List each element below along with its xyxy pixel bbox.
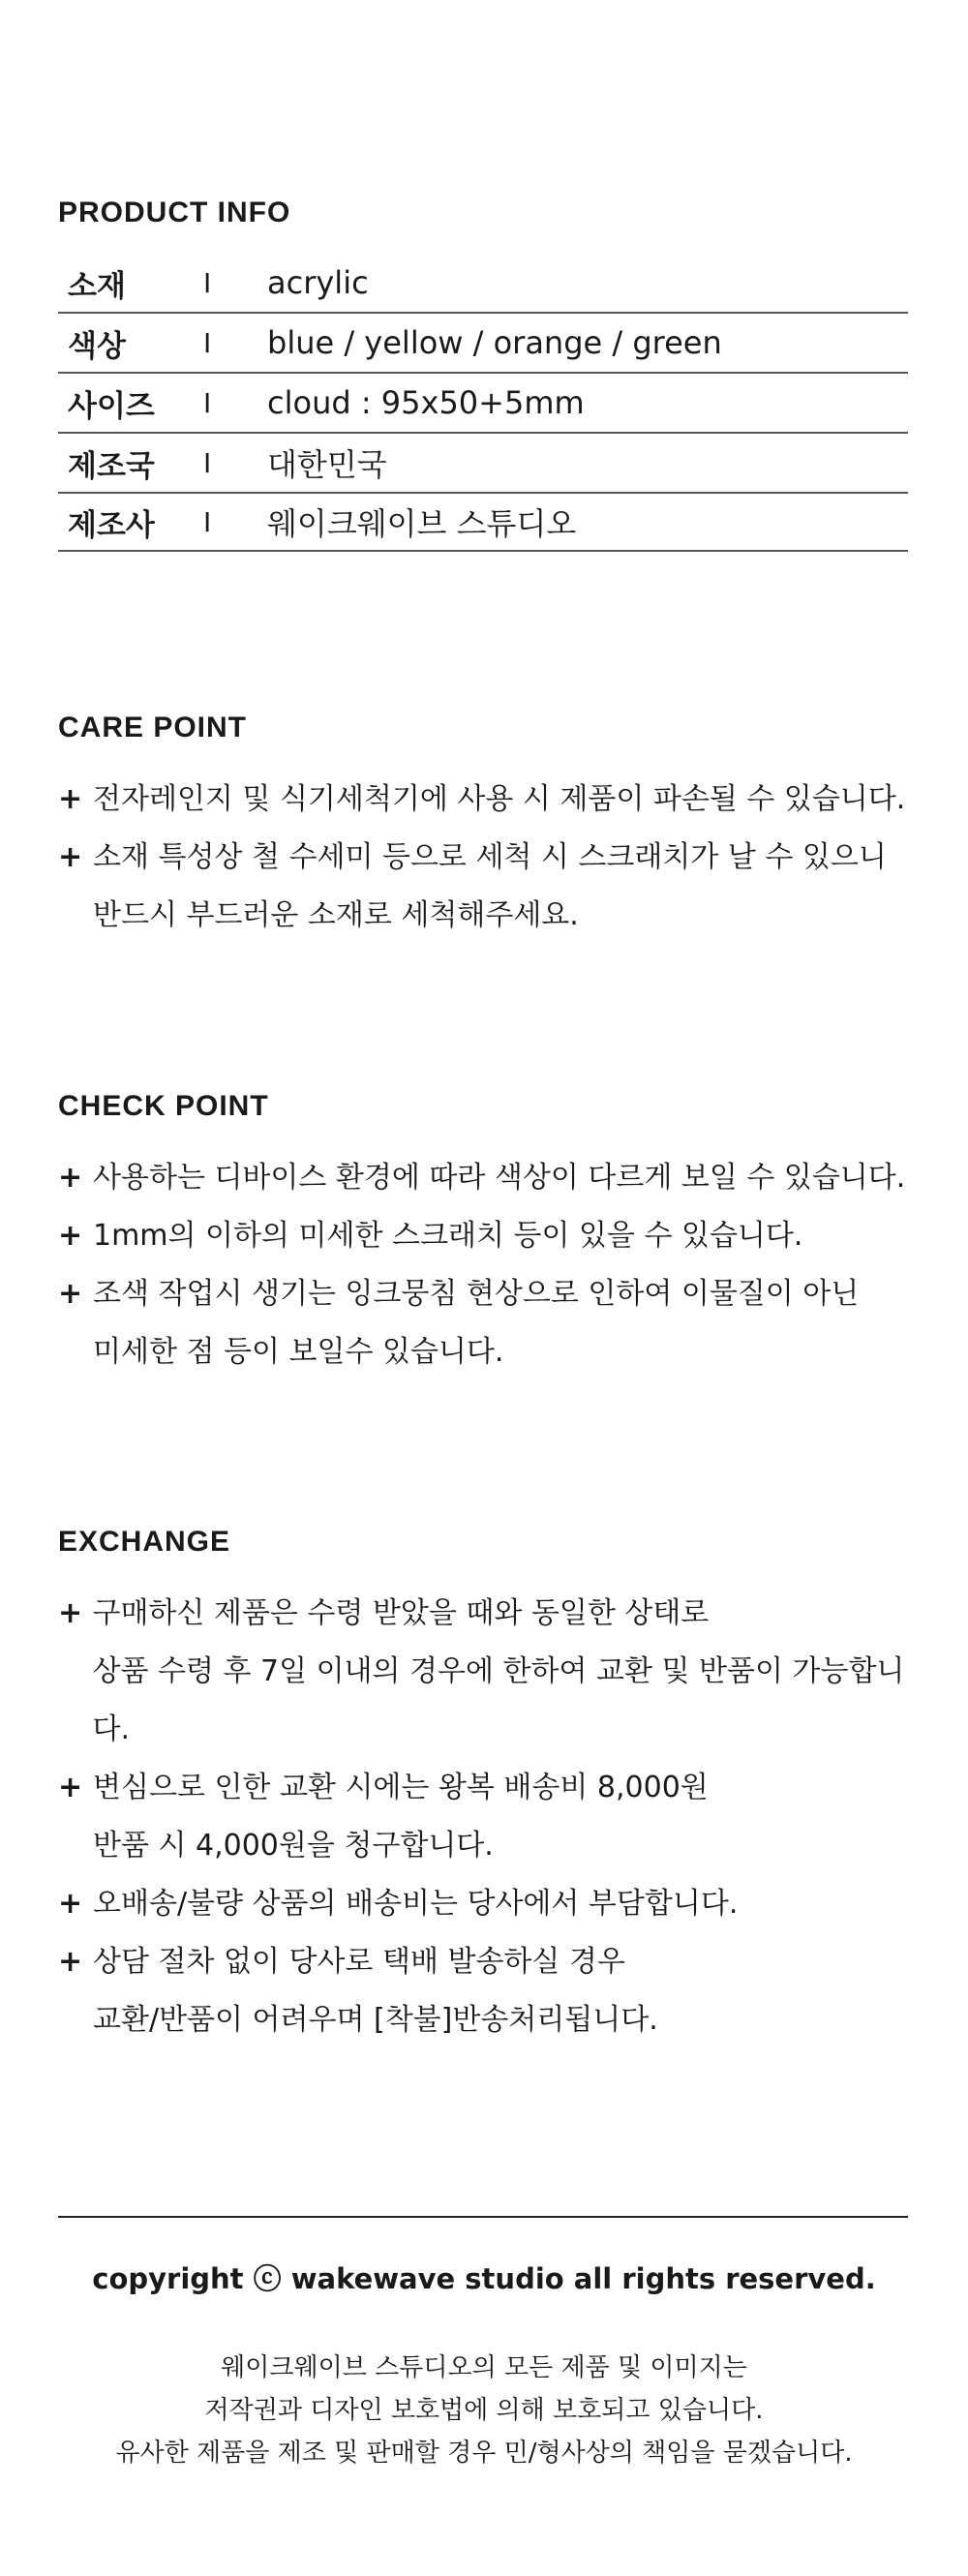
info-value: 웨이크웨이브 스튜디오 (267, 505, 577, 542)
plus-icon: + (58, 1277, 83, 1311)
care-point-title: CARE POINT (58, 712, 248, 743)
footer-divider (58, 2216, 908, 2218)
plus-icon: + (58, 1945, 83, 1979)
list-item (58, 1875, 929, 1933)
list-item-text: 1mm의 이하의 미세한 스크래치 등이 있을 수 있습니다. (93, 1219, 803, 1253)
info-separator: I (203, 326, 212, 359)
check-point-list (58, 1149, 929, 1381)
info-label: 사이즈 (68, 388, 155, 424)
notice-line: 저작권과 디자인 보호법에 의해 보호되고 있습니다. (204, 2396, 764, 2425)
list-item-text: 구매하신 제품은 수령 받았을 때와 동일한 상태로 상품 수령 후 7일 이내의 경우에 한하여 교환 및 반품이 가능합니다. (92, 1596, 905, 1746)
list-item (58, 1149, 929, 1207)
list-item (58, 1933, 929, 2049)
info-value: 대한민국 (267, 446, 387, 483)
exchange-list (58, 1585, 929, 2049)
info-row-manufacturer (58, 494, 908, 552)
info-value: cloud : 95x50+5mm (267, 384, 585, 421)
list-item (58, 1759, 929, 1875)
info-row-country (58, 434, 908, 494)
info-separator: I (203, 386, 212, 419)
info-value: blue / yellow / orange / green (267, 324, 722, 361)
plus-icon: + (58, 1596, 83, 1630)
list-item (58, 771, 929, 829)
list-item (58, 829, 929, 945)
info-row-material (58, 254, 908, 314)
notice-line: 웨이크웨이브 스튜디오의 모든 제품 및 이미지는 (221, 2353, 747, 2382)
list-item (58, 1585, 929, 1759)
info-row-size (58, 374, 908, 434)
plus-icon: + (58, 782, 83, 816)
copyright-notice (0, 2347, 968, 2474)
product-info-title: PRODUCT INFO (58, 197, 291, 228)
plus-icon: + (58, 840, 83, 874)
exchange-title: EXCHANGE (58, 1526, 231, 1558)
list-item-text: 변심으로 인한 교환 시에는 왕복 배송비 8,000원 반품 시 4,000원을 청구합니다. (93, 1771, 709, 1863)
info-separator: I (203, 266, 212, 299)
list-item-text: 소재 특성상 철 수세미 등으로 세척 시 스크래치가 날 수 있으니 반드시 부드러운 소재로 세척해주세요. (93, 840, 887, 932)
info-label: 소재 (68, 268, 126, 304)
notice-line: 유사한 제품을 제조 및 판매할 경우 민/형사상의 책임을 묻겠습니다. (115, 2439, 853, 2468)
list-item-text: 전자레인지 및 식기세척기에 사용 시 제품이 파손될 수 있습니다. (93, 782, 906, 816)
list-item-text: 오배송/불량 상품의 배송비는 당사에서 부담합니다. (93, 1887, 739, 1921)
list-item (58, 1207, 929, 1265)
plus-icon: + (58, 1887, 83, 1921)
check-point-title: CHECK POINT (58, 1090, 269, 1122)
copyright-text: copyright ⓒ wakewave studio all rights reserved. (92, 2262, 876, 2295)
product-info-table (58, 254, 908, 552)
info-label: 색상 (68, 328, 126, 364)
list-item-text: 사용하는 디바이스 환경에 따라 색상이 다르게 보일 수 있습니다. (93, 1161, 906, 1195)
plus-icon: + (58, 1771, 83, 1804)
info-row-color (58, 314, 908, 374)
plus-icon: + (58, 1161, 83, 1195)
info-label: 제조국 (68, 448, 155, 484)
care-point-list (58, 771, 929, 945)
list-item-text: 조색 작업시 생기는 잉크뭉침 현상으로 인하여 이물질이 아닌 미세한 점 등이 보일수 있습니다. (93, 1277, 860, 1369)
list-item (58, 1265, 929, 1381)
plus-icon: + (58, 1219, 83, 1253)
info-separator: I (203, 505, 212, 538)
info-label: 제조사 (68, 507, 155, 543)
info-value: acrylic (267, 264, 369, 301)
info-separator: I (203, 446, 212, 479)
list-item-text: 상담 절차 없이 당사로 택배 발송하실 경우 교환/반품이 어려우며 [착불]반송처리됩니다. (93, 1945, 658, 2037)
